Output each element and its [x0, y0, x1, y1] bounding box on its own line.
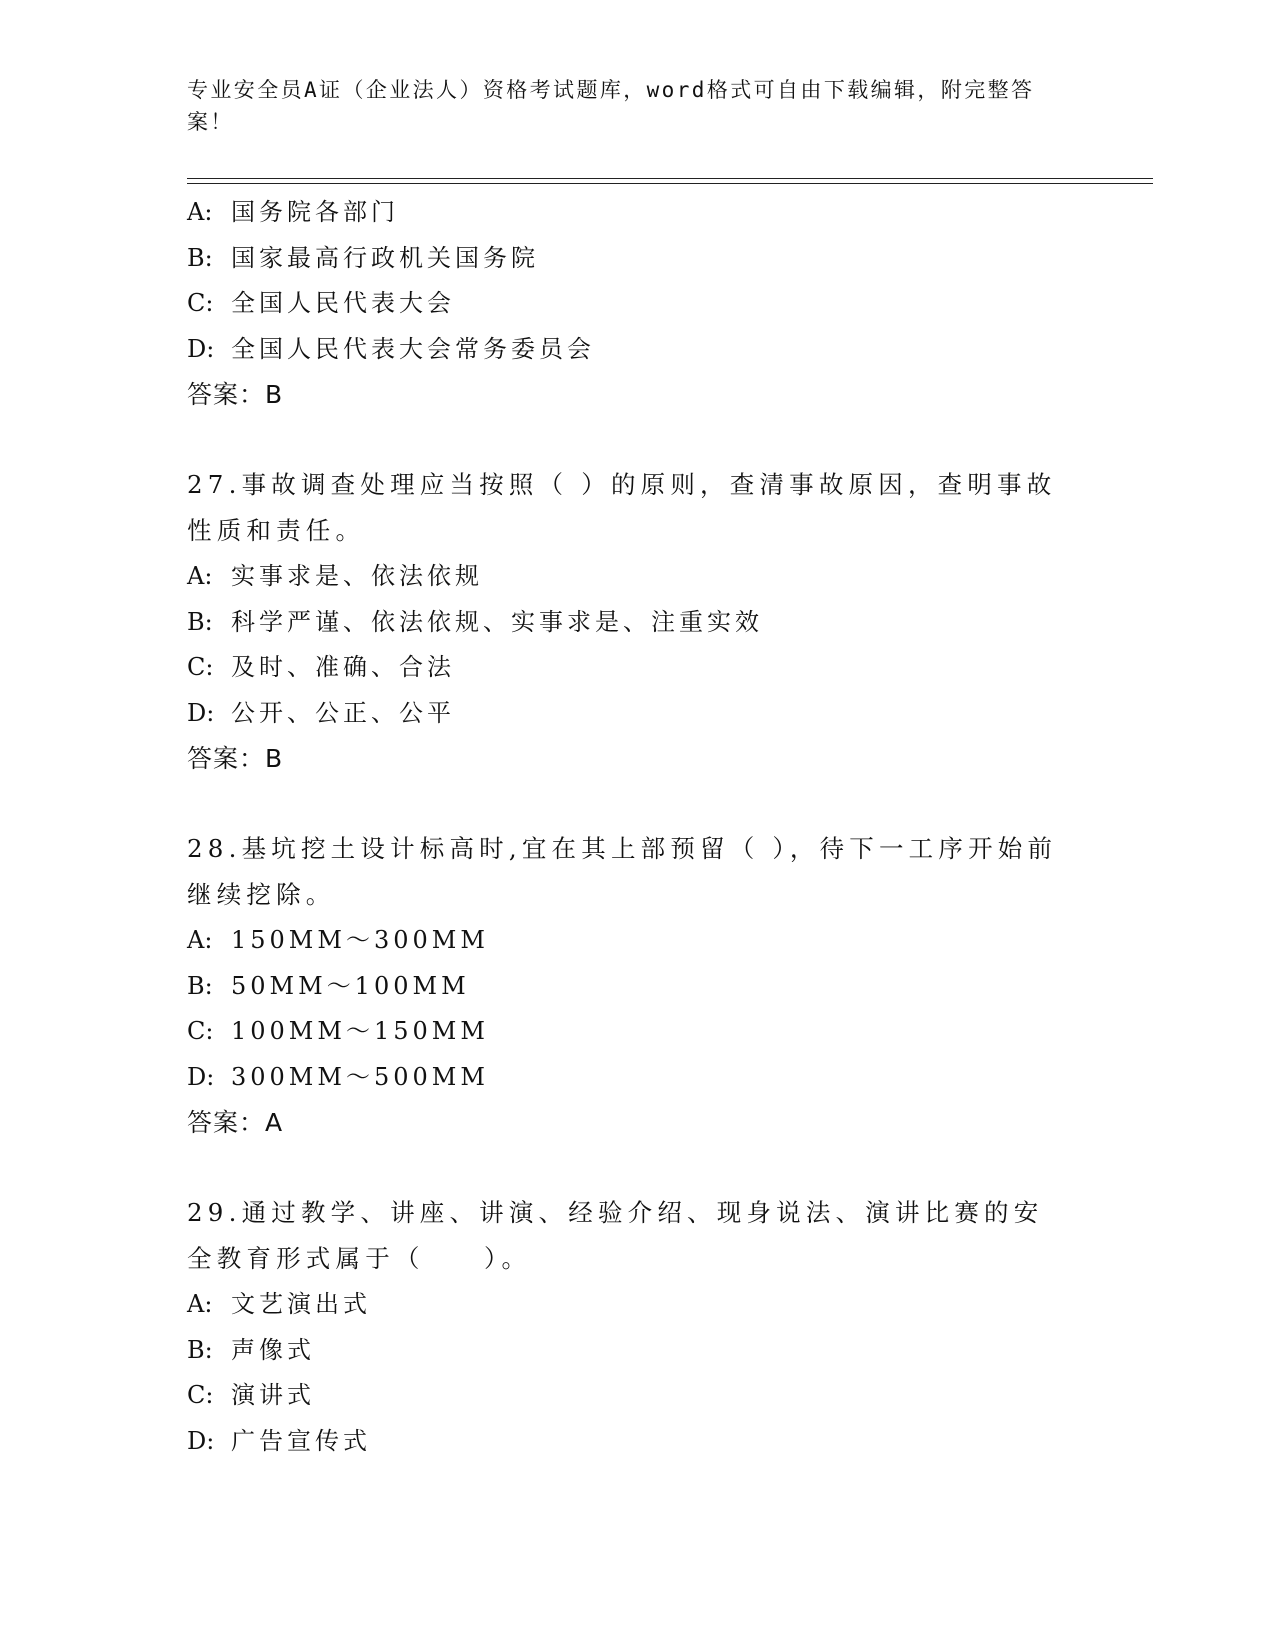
question-text: 27.事故调查处理应当按照（ ）的原则，查清事故原因，查明事故性质和责任。 [187, 470, 1057, 545]
option-key: D: [187, 334, 215, 363]
answer-line: 答案：A [187, 1108, 284, 1137]
option-text: 广告宣传式 [231, 1426, 371, 1455]
option-key: A: [187, 198, 213, 226]
question-29-block [187, 1190, 1067, 1464]
header-rule-top [187, 178, 1153, 179]
question-28-block [187, 826, 1067, 1145]
option-d [187, 1419, 1067, 1465]
option-key: B: [187, 971, 213, 1000]
option-text: 及时、准确、合法 [231, 653, 455, 681]
option-key: C: [187, 1017, 214, 1045]
option-c [187, 645, 1067, 691]
option-text: 公开、公正、公平 [231, 698, 455, 727]
option-d [187, 1055, 1067, 1101]
option-text: 150MM～300MM [231, 926, 489, 954]
option-text: 文艺演出式 [231, 1290, 371, 1318]
answer-line: 答案：B [187, 744, 284, 773]
question-list [187, 190, 1067, 1464]
option-b [187, 600, 1067, 646]
option-a [187, 190, 1067, 236]
header-rule-bottom [187, 183, 1153, 184]
option-key: B: [187, 607, 213, 636]
option-text: 国家最高行政机关国务院 [231, 243, 539, 272]
option-c [187, 1373, 1067, 1419]
option-key: B: [187, 1335, 213, 1364]
option-c [187, 281, 1067, 327]
option-b [187, 964, 1067, 1010]
option-key: D: [187, 698, 215, 727]
option-a [187, 554, 1067, 600]
option-c [187, 1009, 1067, 1055]
option-key: D: [187, 1426, 215, 1455]
option-key: C: [187, 289, 214, 317]
option-text: 100MM～150MM [231, 1017, 489, 1045]
option-text: 国务院各部门 [231, 198, 399, 226]
option-key: C: [187, 1381, 214, 1409]
option-b [187, 1328, 1067, 1374]
option-text: 300MM～500MM [231, 1062, 489, 1091]
option-a [187, 918, 1067, 964]
option-text: 全国人民代表大会 [231, 289, 455, 317]
option-text: 演讲式 [231, 1381, 315, 1409]
option-key: A: [187, 562, 213, 590]
option-text: 科学严谨、依法依规、实事求是、注重实效 [231, 607, 763, 636]
option-text: 实事求是、依法依规 [231, 562, 483, 590]
question-text: 28.基坑挖土设计标高时,宜在其上部预留（ ），待下一工序开始前继续挖除。 [187, 834, 1058, 909]
question-27-block [187, 462, 1067, 781]
option-text: 50MM～100MM [231, 971, 470, 1000]
question-26-block [187, 190, 1067, 417]
option-d [187, 327, 1067, 373]
option-a [187, 1282, 1067, 1328]
document-header-title: 专业安全员A证（企业法人）资格考试题库，word格式可自由下载编辑，附完整答案！ [187, 78, 1035, 134]
option-b [187, 236, 1067, 282]
option-d [187, 691, 1067, 737]
option-key: C: [187, 653, 214, 681]
option-key: A: [187, 1290, 213, 1318]
option-key: B: [187, 243, 213, 272]
question-text: 29.通过教学、讲座、讲演、经验介绍、现身说法、演讲比赛的安全教育形式属于（ ）。 [187, 1198, 1044, 1273]
option-text: 声像式 [231, 1335, 315, 1364]
answer-line: 答案：B [187, 380, 284, 409]
option-key: D: [187, 1062, 215, 1091]
option-text: 全国人民代表大会常务委员会 [231, 334, 595, 363]
option-key: A: [187, 926, 213, 954]
